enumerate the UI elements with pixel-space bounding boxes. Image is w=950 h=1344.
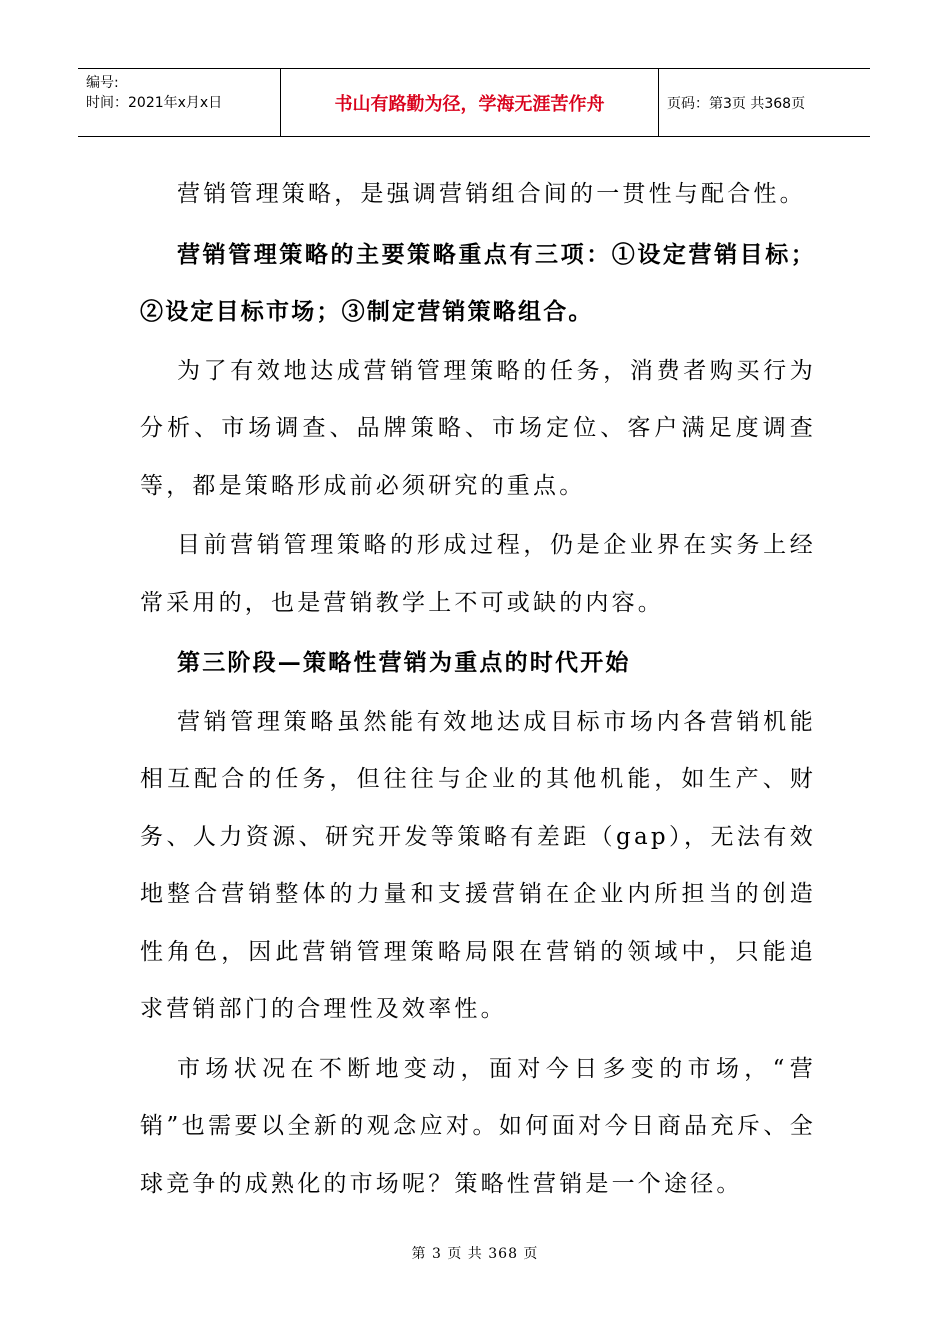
page-header	[78, 68, 870, 137]
header-page-info: 页码：第3页 共368页	[667, 95, 806, 112]
page-footer: 第 3 页 共 368 页	[411, 1246, 539, 1262]
paragraph-2-bold: 营销管理策略的主要策略重点有三项：①设定营销目标；②设定目标市场；③制定营销策略组合。	[140, 240, 816, 325]
paragraph-3: 为了有效地达成营销管理策略的任务，消费者购买行为分析、市场调查、品牌策略、市场定位、客户满足度调查等，都是策略形成前必须研究的重点。	[140, 357, 816, 499]
header-motto: 书山有路勤为径，学海无涯苦作舟	[281, 69, 659, 136]
document-body	[140, 166, 816, 1215]
header-meta	[78, 69, 281, 136]
paragraph-1: 营销管理策略，是强调营销组合间的一贯性与配合性。	[177, 181, 806, 207]
paragraph-6: 营销管理策略虽然能有效地达成目标市场内各营销机能相互配合的任务，但往往与企业的其他机能，如生产、财务、人力资源、研究开发等策略有差距（gap），无法有效地整合营销整体的力量和支援营销在企业内所担当的创造性角色，因此营销管理策略局限在营销的领域中，只能追求营销部门的合理性及效率性。	[140, 708, 816, 1022]
section-heading: 第三阶段—策略性营销为重点的时代开始	[177, 649, 631, 676]
paragraph-7: 市场状况在不断地变动，面对今日多变的市场，“营销”也需要以全新的观念应对。如何面对今日商品充斥、全球竞争的成熟化的市场呢？策略性营销是一个途径。	[140, 1055, 816, 1197]
paragraph-4: 目前营销管理策略的形成过程，仍是企业界在实务上经常采用的，也是营销教学上不可或缺的内容。	[140, 532, 816, 616]
document-date-label: 时间：2021年x月x日	[86, 95, 223, 111]
document-number-label: 编号:	[86, 75, 119, 91]
